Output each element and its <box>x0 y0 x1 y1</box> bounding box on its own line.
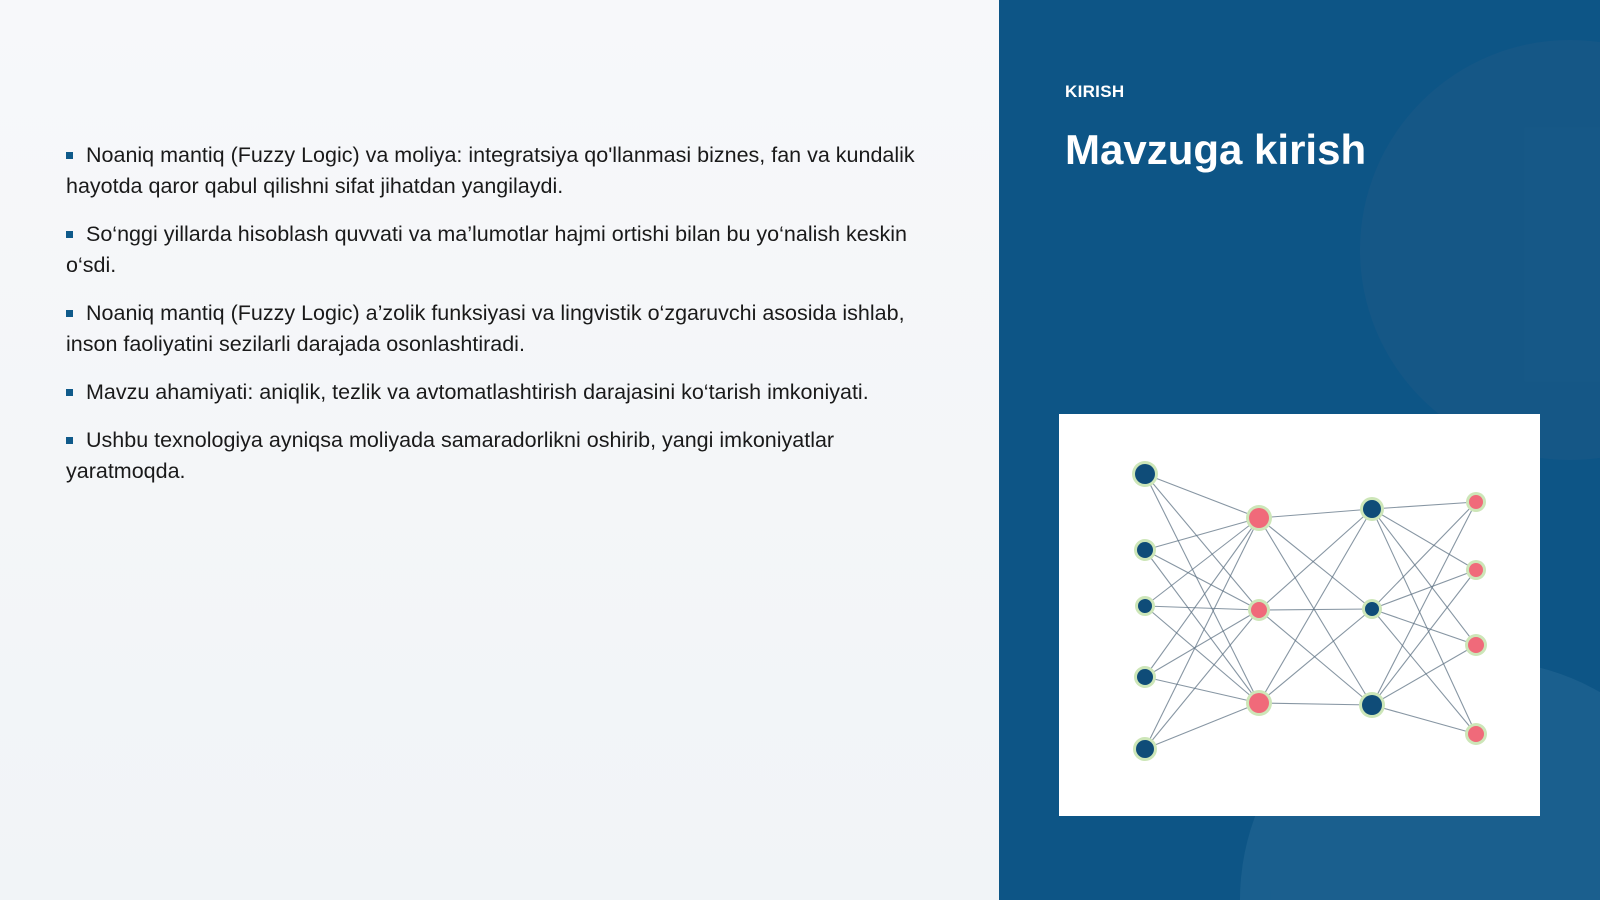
bullet-marker-icon <box>66 389 73 396</box>
network-edge <box>1372 509 1476 734</box>
bullet-text: Noaniq mantiq (Fuzzy Logic) va moliya: integratsiya qo'llanmasi biznes, fan va kundalik hayotda qaror qabul qilishni sifat jihatdan yangilaydi. <box>66 143 915 198</box>
neural-network-icon <box>1059 414 1540 816</box>
network-edge <box>1145 550 1259 610</box>
network-edge <box>1372 609 1476 734</box>
network-node <box>1137 542 1153 558</box>
bullet-marker-icon <box>66 437 73 444</box>
network-edge <box>1259 610 1372 705</box>
network-node <box>1365 602 1379 616</box>
bullet-item <box>66 377 946 408</box>
network-edge <box>1259 518 1372 705</box>
network-node <box>1362 695 1382 715</box>
network-node <box>1251 602 1267 618</box>
bullet-text: Mavzu ahamiyati: aniqlik, tezlik va avtomatlashtirish darajasini ko‘tarish imkoniyati. <box>86 380 869 404</box>
bullet-text: So‘nggi yillarda hisoblash quvvati va ma’lumotlar hajmi ortishi bilan bu yo‘nalish keskin o‘sdi. <box>66 222 907 277</box>
network-edge <box>1372 705 1476 734</box>
network-edge <box>1145 474 1259 703</box>
section-kicker: KIRISH <box>1065 82 1125 101</box>
bullet-item <box>66 219 946 281</box>
network-node <box>1468 726 1484 742</box>
slide-title: Mavzuga kirish <box>1065 126 1367 173</box>
network-edge <box>1145 606 1259 610</box>
bullet-marker-icon <box>66 231 73 238</box>
network-edge <box>1145 703 1259 749</box>
network-node <box>1249 508 1269 528</box>
network-node <box>1469 495 1483 509</box>
network-node <box>1138 599 1152 613</box>
network-edge <box>1372 570 1476 705</box>
network-edge <box>1259 509 1372 518</box>
network-node <box>1137 669 1153 685</box>
decorative-circle <box>1360 40 1600 460</box>
bullet-list <box>66 140 946 504</box>
network-edge <box>1145 518 1259 550</box>
bullet-marker-icon <box>66 310 73 317</box>
bullet-text: Noaniq mantiq (Fuzzy Logic) a’zolik funksiyasi va lingvistik o‘zgaruvchi asosida ishlab, inson faoliyatini sezilarli darajada osonlashtiradi. <box>66 301 905 356</box>
bullet-item <box>66 425 946 487</box>
network-edge <box>1259 609 1372 610</box>
network-node <box>1136 740 1154 758</box>
title-panel <box>999 0 1600 900</box>
network-node <box>1468 637 1484 653</box>
network-node <box>1249 693 1269 713</box>
network-node <box>1363 500 1381 518</box>
bullet-text: Ushbu texnologiya ayniqsa moliyada samaradorlikni oshirib, yangi imkoniyatlar yaratmoqda. <box>66 428 835 483</box>
network-edge <box>1259 509 1372 703</box>
network-edge <box>1145 518 1259 749</box>
network-node <box>1135 464 1155 484</box>
network-edge <box>1372 509 1476 645</box>
bullet-marker-icon <box>66 152 73 159</box>
network-edge <box>1145 518 1259 606</box>
network-edge <box>1259 703 1372 705</box>
bullet-item <box>66 140 946 202</box>
bullet-item <box>66 298 946 360</box>
network-edge <box>1372 502 1476 509</box>
network-edge <box>1145 474 1259 518</box>
neural-network-figure <box>1059 414 1540 816</box>
network-node <box>1469 563 1483 577</box>
network-edge <box>1259 609 1372 703</box>
